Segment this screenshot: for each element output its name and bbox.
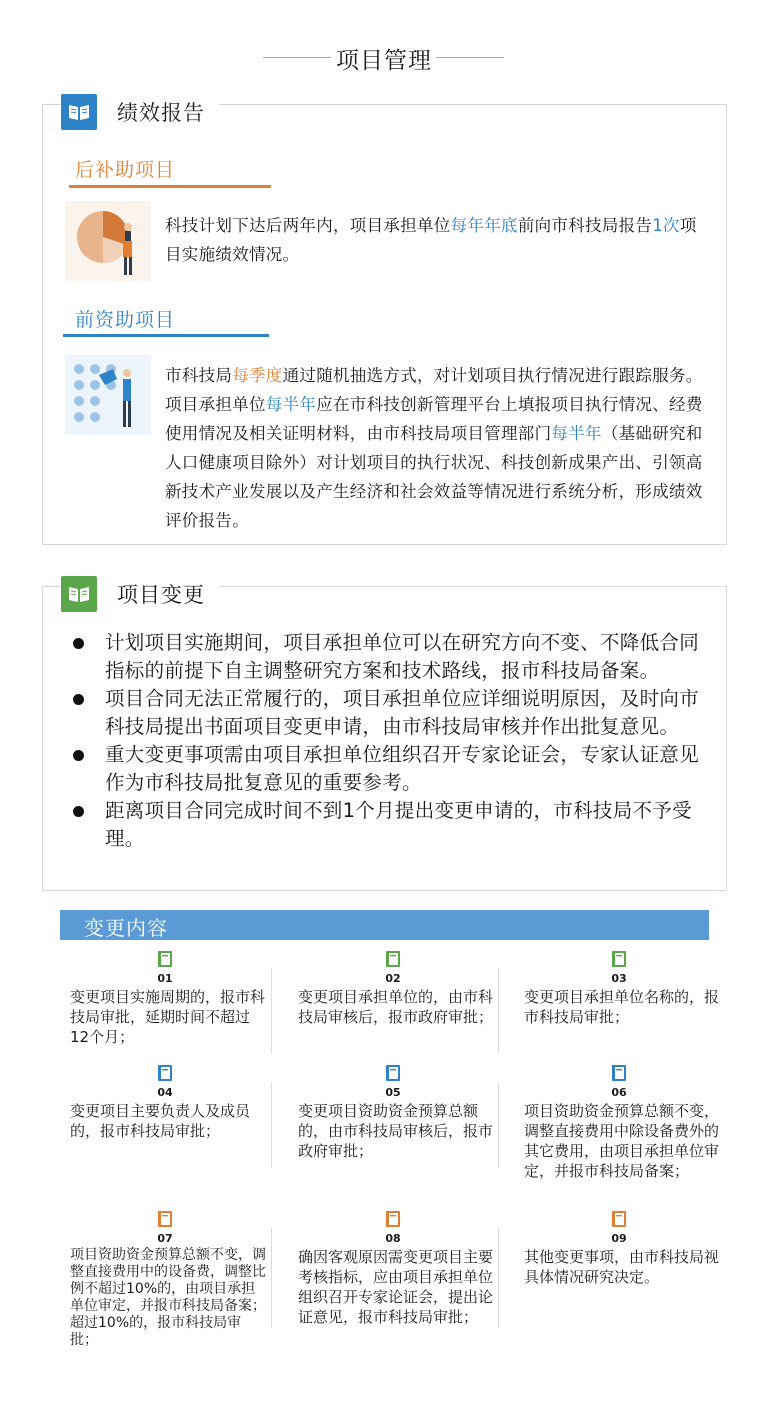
grid-divider [498, 1228, 499, 1328]
list-item [69, 797, 709, 853]
post-funding-description [165, 211, 705, 269]
bullet-text: 计划项目实施期间，项目承担单位可以在研究方向不变、不降低合同指标的前提下自主调整研究方案和技术路线，报市科技局备案。 [105, 631, 700, 682]
grid-divider [271, 968, 272, 1054]
item-text: 变更项目实施周期的，报市科技局审批，延期时间不超过12个月； [70, 988, 266, 1046]
item-number: 05 [385, 1086, 401, 1099]
project-change-title: 项目变更 [117, 583, 205, 607]
touch-screen-illustration [65, 355, 151, 435]
change-content-title: 变更内容 [84, 916, 168, 940]
pre-funding-underline [63, 334, 269, 337]
item-text: 项目资助资金预算总额不变，调整直接费用中除设备费外的其它费用，由项目承担单位审定，并报市科技局备案； [524, 1102, 720, 1180]
pre-funding-text-3: 应在市科技创新管理平台上填报项目执行情况、经费使用情况及相关证明材料，由市科技局项目管理部门 [165, 395, 703, 443]
item-text: 变更项目承担单位的，由市科技局审核后，报市政府审批； [298, 988, 494, 1026]
post-funding-text-3: 项目实施绩效情况。 [165, 216, 697, 264]
list-item [69, 741, 709, 797]
item-text: 确因客观原因需变更项目主要考核指标，应由项目承担单位组织召开专家论证会，提出论证意见，报市科技局审批； [298, 1248, 494, 1326]
item-text: 项目资助资金预算总额不变，调整直接费用中的设备费，调整比例不超过10%的，由项目承担单位审定，并报市科技局备案；超过10%的，报市科技局审批； [70, 1247, 266, 1348]
bullet-icon [73, 638, 84, 649]
grid-divider [498, 968, 499, 1054]
grid-divider [271, 1082, 272, 1168]
change-item-07 [60, 1210, 270, 1349]
item-number: 01 [157, 972, 173, 985]
pre-funding-heading: 前资助项目 [75, 309, 176, 331]
change-item-05 [288, 1064, 498, 1161]
book-icon-orange [384, 1210, 402, 1228]
book-icon-green [610, 950, 628, 968]
item-text: 其他变更事项，由市科技局视具体情况研究决定。 [524, 1248, 720, 1286]
item-text: 变更项目资助资金预算总额的，由市科技局审核后，报市政府审批； [298, 1102, 494, 1160]
project-change-header [61, 573, 219, 615]
pre-funding-text-2: 通过随机抽选方式，对计划项目执行情况进行跟踪服务。 项目承担单位 [165, 366, 703, 414]
change-content-bar [60, 910, 709, 940]
post-funding-highlight-once: 1次 [652, 216, 680, 235]
performance-report-card [42, 101, 727, 545]
item-number: 04 [157, 1086, 173, 1099]
change-item-03 [514, 950, 724, 1027]
grid-divider [271, 1228, 272, 1328]
book-icon-orange [610, 1210, 628, 1228]
item-text: 变更项目主要负责人及成员的，报市科技局审批； [70, 1102, 251, 1140]
post-funding-highlight-yearend: 每年年底 [450, 216, 518, 235]
change-item-01 [60, 950, 270, 1047]
item-number: 02 [385, 972, 401, 985]
post-funding-heading: 后补助项目 [75, 159, 176, 181]
project-change-list [69, 629, 709, 853]
list-item [69, 685, 709, 741]
bullet-text: 重大变更事项需由项目承担单位组织召开专家论证会，专家认证意见作为市科技局批复意见的重要参考。 [105, 743, 700, 794]
grid-divider [498, 1082, 499, 1168]
pre-funding-description [165, 361, 713, 535]
list-item [69, 629, 709, 685]
book-icon-blue [384, 1064, 402, 1082]
pre-funding-text-1: 市科技局 [165, 366, 233, 385]
pre-funding-highlight-halfyear-1: 每半年 [265, 395, 317, 414]
change-item-02 [288, 950, 498, 1027]
book-icon-blue [610, 1064, 628, 1082]
book-icon-orange [156, 1210, 174, 1228]
bullet-text: 距离项目合同完成时间不到1个月提出变更申请的，市科技局不予受理。 [105, 799, 692, 850]
report-book-icon [61, 94, 97, 130]
performance-report-title: 绩效报告 [117, 101, 205, 125]
pre-funding-highlight-halfyear-2: 每半年 [551, 424, 602, 443]
pie-chart-illustration [65, 201, 151, 281]
post-funding-text-1: 科技计划下达后两年内，项目承担单位 [165, 216, 451, 235]
book-icon-green [384, 950, 402, 968]
item-text: 变更项目承担单位名称的，报市科技局审批； [524, 988, 720, 1026]
book-icon-green [156, 950, 174, 968]
page-header [0, 40, 768, 80]
change-item-06 [514, 1064, 724, 1181]
change-item-08 [288, 1210, 498, 1327]
pre-funding-highlight-quarterly: 每季度 [232, 366, 283, 385]
item-number: 07 [157, 1232, 173, 1245]
change-item-04 [60, 1064, 270, 1141]
bullet-icon [73, 806, 84, 817]
change-item-09 [514, 1210, 724, 1287]
item-number: 03 [611, 972, 627, 985]
bullet-icon [73, 750, 84, 761]
post-funding-text-2: 前向市科技局报告 [517, 216, 653, 235]
book-icon-blue [156, 1064, 174, 1082]
item-number: 08 [385, 1232, 401, 1245]
item-number: 06 [611, 1086, 627, 1099]
change-book-icon [61, 576, 97, 612]
post-funding-underline [69, 185, 271, 188]
bullet-icon [73, 694, 84, 705]
pre-funding-text-4: （基础研究和人口健康项目除外）对计划项目的执行状况、科技创新成果产出、引领高新技术产业发展以及产生经济和社会效益等情况进行系统分析，形成绩效评价报告。 [165, 424, 703, 530]
item-number: 09 [611, 1232, 627, 1245]
performance-report-header [61, 91, 219, 133]
page-title: 项目管理 [336, 48, 432, 74]
title-divider-right [436, 57, 504, 58]
project-change-card [42, 583, 727, 891]
bullet-text: 项目合同无法正常履行的，项目承担单位应详细说明原因，及时向市科技局提出书面项目变更申请，由市科技局审核并作出批复意见。 [105, 687, 700, 738]
